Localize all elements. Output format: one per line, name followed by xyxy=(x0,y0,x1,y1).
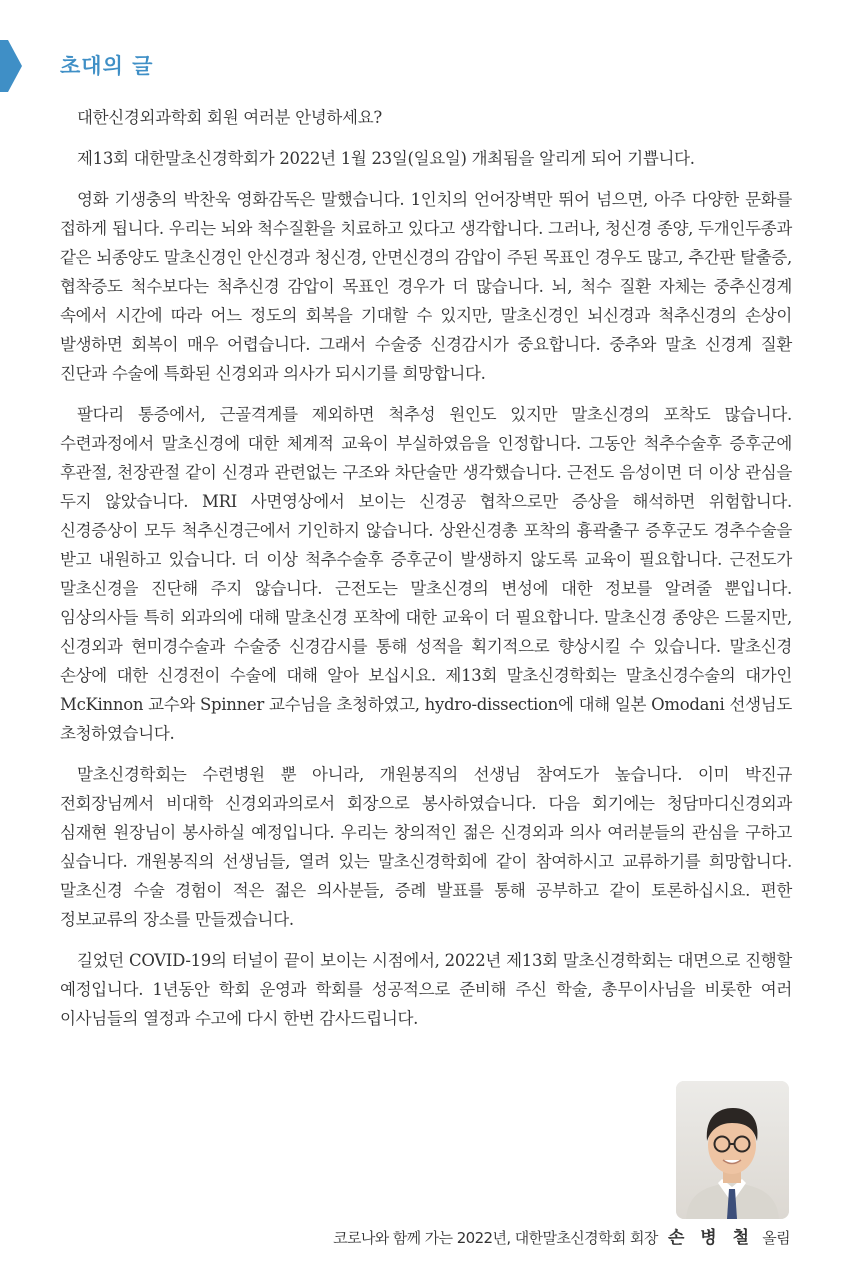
paragraph-participation: 말초신경학회는 수련병원 뿐 아니라, 개원봉직의 선생님 참여도가 높습니다. 이미 박진규 전회장님께서 비대학 신경외과의로서 회장으로 봉사하였습니다. 다음 회기에는 청담마디신경외과 심재현 원장님이 봉사하실 예정입니다. 우리는 창의적인 젊은 신경외과 의사 여러분들의 관심을 구하고 싶습니다. 개원봉직의 선생님들, 열려 있는 말초신경학회에 같이 참여하시고 교류하기를 희망합니다. 말초신경 수술 경험이 적은 젊은 의사분들, 증례 발표를 통해 공부하고 같이 토론하십시요. 편한 정보교류의 장소를 만들겠습니다. xyxy=(60,765,792,929)
paragraph-greeting: 대한신경외과학회 회원 여러분 안녕하세요? xyxy=(77,108,382,127)
president-portrait xyxy=(676,1081,789,1219)
signature-suffix: 올림 xyxy=(762,1229,790,1247)
signature-line xyxy=(333,1227,790,1249)
paragraph-announcement: 제13회 대한말초신경학회가 2022년 1월 23일(일요일) 개최됨을 알리게 되어 기쁩니다. xyxy=(77,149,695,168)
letter-body xyxy=(60,103,792,1045)
paragraph-education: 팔다리 통증에서, 근골격계를 제외하면 척추성 원인도 있지만 말초신경의 포착도 많습니다. 수련과정에서 말초신경에 대한 체계적 교육이 부실하였음을 인정합니다. 그동안 척추수술후 증후군에 후관절, 천장관절 같이 신경과 관련없는 구조와 차단술만 생각했습니다. 근전도 음성이면 더 이상 관심을 두지 않았습니다. MRI 사면영상에서 보이는 신경공 협착으로만 증상을 해석하면 위험합니다. 신경증상이 모두 척추신경근에서 기인하지 않습니다. 상완신경총 포착의 흉곽출구 증후군도 경추수술을 받고 내원하고 있습니다. 더 이상 척추수술후 증후군이 발생하지 않도록 교육이 필요합니다. 근전도가 말초신경을 진단해 주지 않습니다. 근전도는 말초신경의 변성에 대한 정보를 알려줄 뿐입니다. 임상의사들 특히 외과의에 대해 말초신경 포착에 대한 교육이 더 필요합니다. 말초신경 종양은 드물지만, 신경외과 현미경수술과 수술중 신경감시를 통해 성적을 획기적으로 향상시킬 수 있습니다. 말초신경 손상에 대한 신경전이 수술에 대해 알아 보십시요. 제13회 말초신경학회는 말초신경수술의 대가인 McKinnon 교수와 Spinner 교수님을 초청하였고, hydro-dissection에 대해 일본 Omodani 선생님도 초청하였습니다. xyxy=(60,405,792,743)
paragraph-neurosurgery: 영화 기생충의 박찬욱 영화감독은 말했습니다. 1인치의 언어장벽만 뛰어 넘으면, 아주 다양한 문화를 접하게 됩니다. 우리는 뇌와 척수질환을 치료하고 있다고 생각합니다. 그러나, 청신경 종양, 두개인두종과 같은 뇌종양도 말초신경인 안신경과 청신경, 안면신경의 감압이 주된 목표인 경우도 많고, 추간판 탈출증, 협착증도 척수보다는 척추신경 감압이 목표인 경우가 더 많습니다. 뇌, 척수 질환 자체는 중추신경계 속에서 시간에 따라 어느 정도의 회복을 기대할 수 있지만, 말초신경인 뇌신경과 척추신경의 손상이 발생하면 회복이 매우 어렵습니다. 그래서 수술중 신경감시가 중요합니다. 중추와 말초 신경계 질환 진단과 수술에 특화된 신경외과 의사가 되시기를 희망합니다. xyxy=(60,190,792,383)
paragraph-thanks: 길었던 COVID-19의 터널이 끝이 보이는 시점에서, 2022년 제13회 말초신경학회는 대면으로 진행할 예정입니다. 1년동안 학회 운영과 학회를 성공적으로 준비해 주신 학술, 총무이사님을 비롯한 여러 이사님들의 열정과 수고에 다시 한번 감사드립니다. xyxy=(60,951,792,1028)
president-name: 손 병 철 xyxy=(667,1228,755,1248)
section-tab-marker xyxy=(0,40,22,92)
page-title: 초대의 글 xyxy=(60,54,154,78)
signature-prefix: 코로나와 함께 가는 2022년, 대한말초신경학회 회장 xyxy=(333,1229,658,1247)
